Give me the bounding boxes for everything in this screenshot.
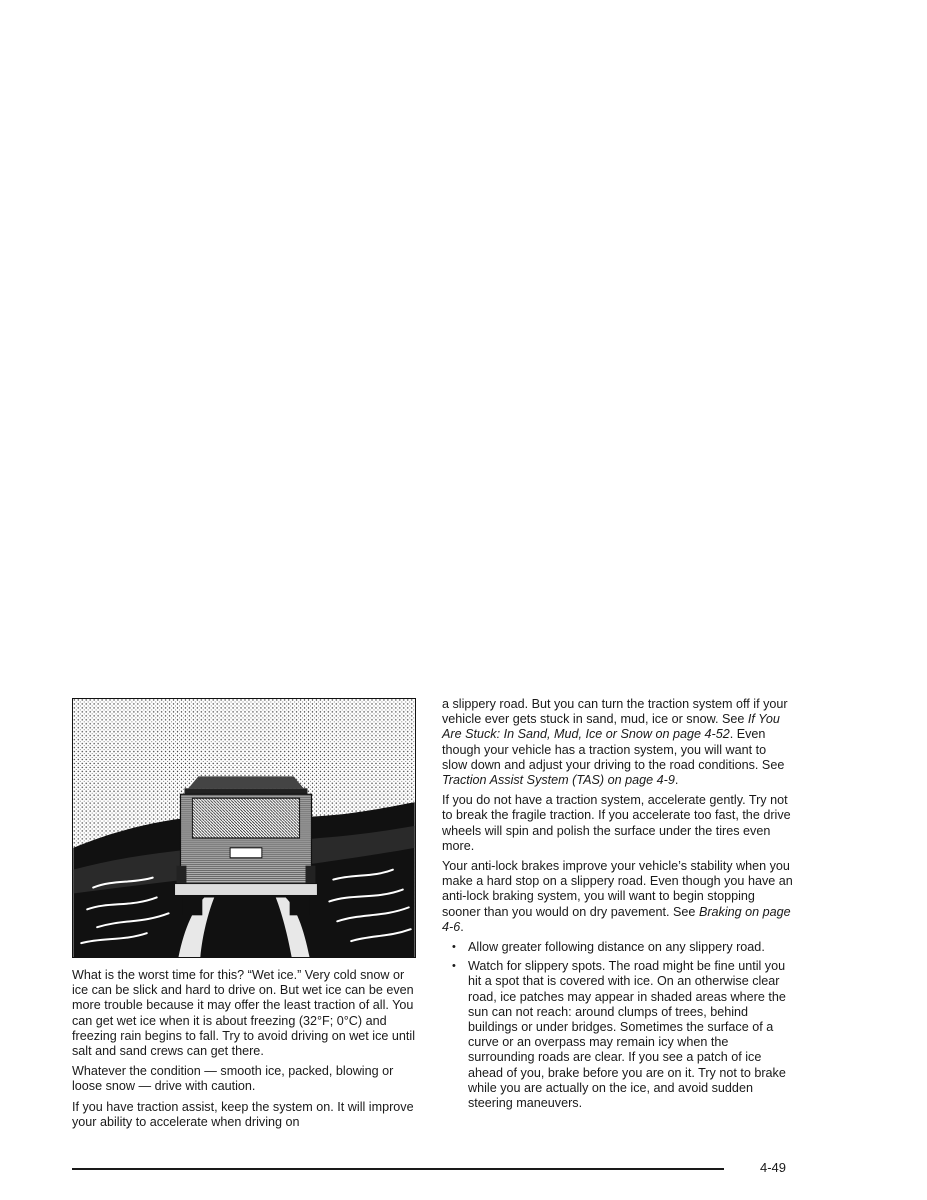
drive-with-caution-paragraph: Whatever the condition — smooth ice, packed, blowing or loose snow — drive with caution. bbox=[72, 1064, 394, 1094]
left-text-column bbox=[72, 968, 422, 1135]
cross-reference-tas: Traction Assist System (TAS) on page 4-9 bbox=[442, 773, 675, 788]
text-segment: . bbox=[460, 919, 464, 934]
text-segment: Your anti-lock brakes improve your vehicle’s stability when you make a hard stop on a slippery road. Even though you have an anti-lock braking system, you will want to begin stopping sooner than you would on dry pavement. See bbox=[442, 859, 793, 919]
page-number: 4-49 bbox=[760, 1160, 787, 1175]
bullet-icon: • bbox=[452, 960, 456, 973]
accelerate-gently-paragraph: If you do not have a traction system, accelerate gently. Try not to break the fragile traction. If you accelerate too fast, the drive wheels will spin and polish the surface under the tires even more. bbox=[442, 793, 791, 853]
list-item bbox=[442, 940, 794, 955]
text-segment: . bbox=[674, 773, 679, 788]
traction-system-paragraph bbox=[442, 697, 794, 788]
list-item-text: Allow greater following distance on any slippery road. bbox=[468, 940, 765, 955]
tips-list bbox=[442, 940, 794, 1111]
list-item bbox=[442, 959, 794, 1111]
list-item-text: Watch for slippery spots. The road might be fine until you hit a spot that is covered with ice. On an otherwise clear road, ice patches may appear in shaded areas where the sun can not reach: around clumps of trees, behind buildings or under bridges. Sometimes the surface of a curve or an overpass may remain icy when the surrounding roads are clear. If you see a patch of ice ahead of you, brake before you are on it. Try not to brake while you are actually on the ice, and avoid sudden steering maneuvers. bbox=[468, 959, 786, 1111]
cross-reference-stuck: If You Are Stuck: In Sand, Mud, Ice or Snow on page 4-52 bbox=[442, 712, 780, 742]
traction-assist-paragraph: If you have traction assist, keep the system on. It will improve your ability to accelerate when driving on bbox=[72, 1099, 414, 1129]
vehicle-on-snowy-road-illustration bbox=[72, 698, 416, 958]
right-text-column bbox=[442, 697, 794, 1115]
wet-ice-paragraph: What is the worst time for this? “Wet ice.” Very cold snow or ice can be slick and hard to drive on. But wet ice can be even more trouble because it may offer the least traction of all. You can get wet ice when it is about freezing (32°F; 0°C) and freezing rain begins to fall. Try to avoid driving on wet ice until salt and sand crews can get there. bbox=[72, 968, 416, 1059]
anti-lock-brakes-paragraph bbox=[442, 859, 794, 935]
cross-reference-braking: Braking on page 4-6 bbox=[442, 904, 791, 934]
bullet-icon: • bbox=[452, 941, 456, 954]
footer-rule bbox=[72, 1168, 724, 1170]
text-segment: a slippery road. But you can turn the traction system off if your vehicle ever gets stuck in sand, mud, ice or snow. See bbox=[442, 697, 788, 727]
text-segment: . Even though your vehicle has a traction system, you will want to slow down and adjust your driving to the road conditions. See bbox=[442, 727, 785, 772]
